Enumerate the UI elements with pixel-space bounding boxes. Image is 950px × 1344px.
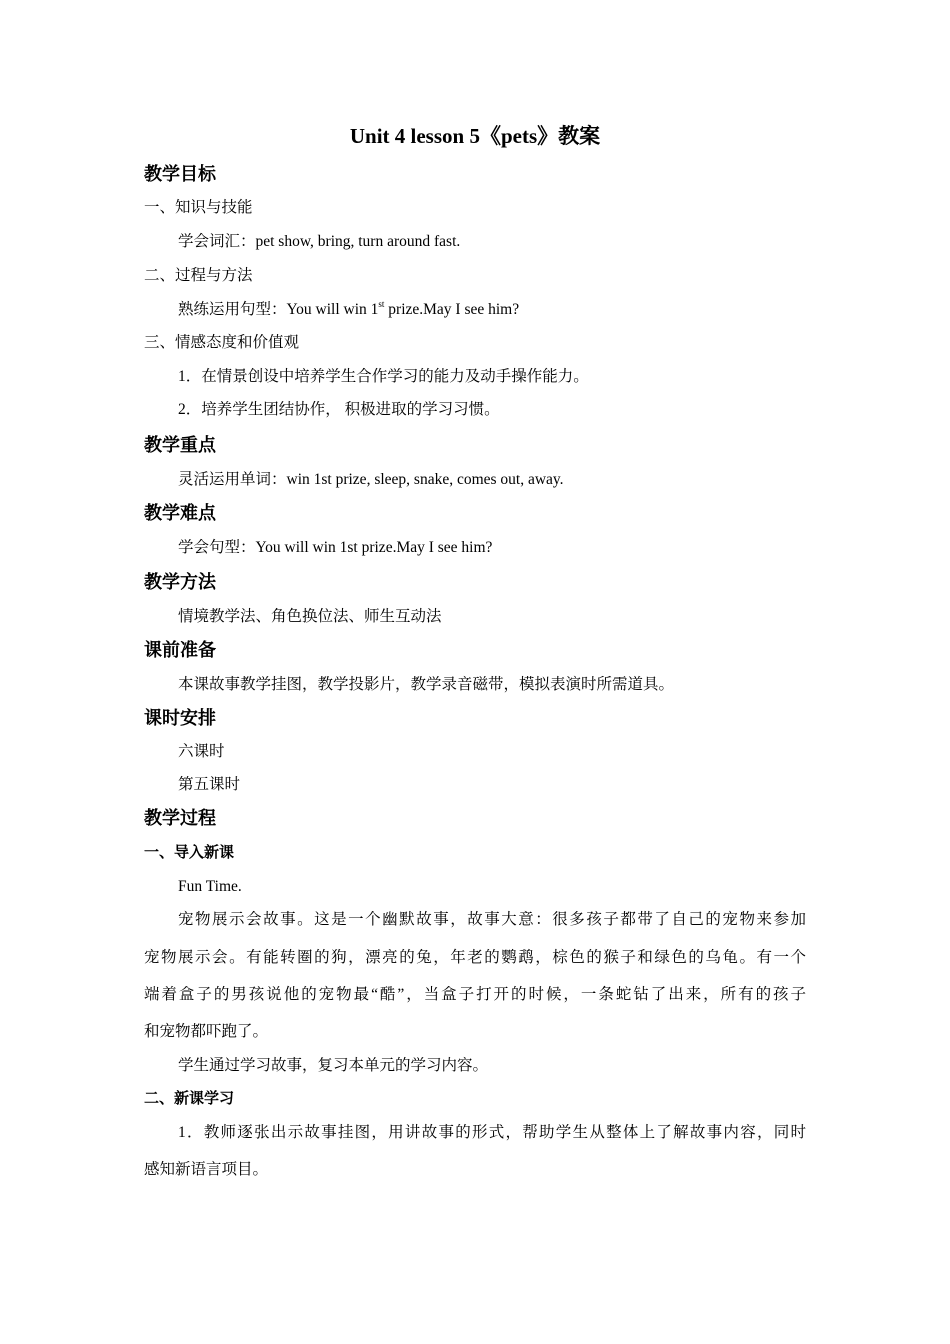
heading-methods: 教学方法 (144, 572, 216, 592)
heading-objectives: 教学目标 (144, 164, 216, 184)
heading-schedule: 课时安排 (144, 708, 216, 728)
review-text: 学生通过学习故事，复习本单元的学习内容。 (178, 1057, 489, 1074)
story-paragraph-line-1: 宠物展示会故事。这是一个幽默故事，故事大意：很多孩子都带了自己的宠物来参加 (178, 911, 806, 928)
objective-section-3-item-1: 1．在情景创设中培养学生合作学习的能力及动手操作能力。 (178, 368, 589, 385)
schedule-line-2: 第五课时 (178, 776, 241, 793)
objective-section-2-label: 二、过程与方法 (144, 267, 253, 284)
methods-text: 情境教学法、角色换位法、师生互动法 (178, 608, 442, 625)
fun-time-text: Fun Time. (178, 878, 242, 895)
story-paragraph-line-3: 端着盒子的男孩说他的宠物最“酷”，当盒子打开的时候，一条蛇钻了出来，所有的孩子 (144, 986, 806, 1003)
preparation-text: 本课故事教学挂图，教学投影片，教学录音磁带，模拟表演时所需道具。 (178, 676, 675, 693)
step-1-line-2: 感知新语言项目。 (144, 1161, 269, 1178)
objective-section-2-text (178, 299, 519, 321)
story-paragraph-line-4: 和宠物都吓跑了。 (144, 1023, 269, 1040)
key-points-text: 灵活运用单词：win 1st prize, sleep, snake, comes out, away. (178, 471, 564, 488)
objective-section-1-label: 一、知识与技能 (144, 199, 253, 216)
heading-difficulties: 教学难点 (144, 503, 216, 523)
sentence-pattern-part-b: prize.May I see him? (384, 301, 520, 318)
heading-key-points: 教学重点 (144, 435, 216, 455)
step-1-line-1: 1．教师逐张出示故事挂图，用讲故事的形式，帮助学生从整体上了解故事内容，同时 (178, 1124, 806, 1141)
schedule-line-1: 六课时 (178, 743, 225, 760)
heading-process: 教学过程 (144, 808, 216, 828)
difficulties-text: 学会句型：You will win 1st prize.May I see him? (178, 539, 493, 556)
document-title: Unit 4 lesson 5《pets》教案 (349, 124, 601, 148)
objective-section-3-item-2: 2．培养学生团结协作， 积极进取的学习习惯。 (178, 401, 500, 418)
objective-section-3-label: 三、情感态度和价值观 (144, 334, 300, 351)
process-part-1-heading: 一、导入新课 (144, 845, 235, 861)
story-paragraph-line-2: 宠物展示会。有能转圈的狗，漂亮的兔，年老的鹦鹉，棕色的猴子和绿色的乌龟。有一个 (144, 949, 806, 966)
sentence-pattern-part-a: 熟练运用句型：You will win 1 (178, 301, 379, 318)
ordinal-superscript: st (378, 299, 385, 309)
heading-preparation: 课前准备 (144, 640, 216, 660)
objective-section-1-text: 学会词汇：pet show, bring, turn around fast. (178, 233, 461, 250)
process-part-2-heading: 二、新课学习 (144, 1091, 235, 1107)
